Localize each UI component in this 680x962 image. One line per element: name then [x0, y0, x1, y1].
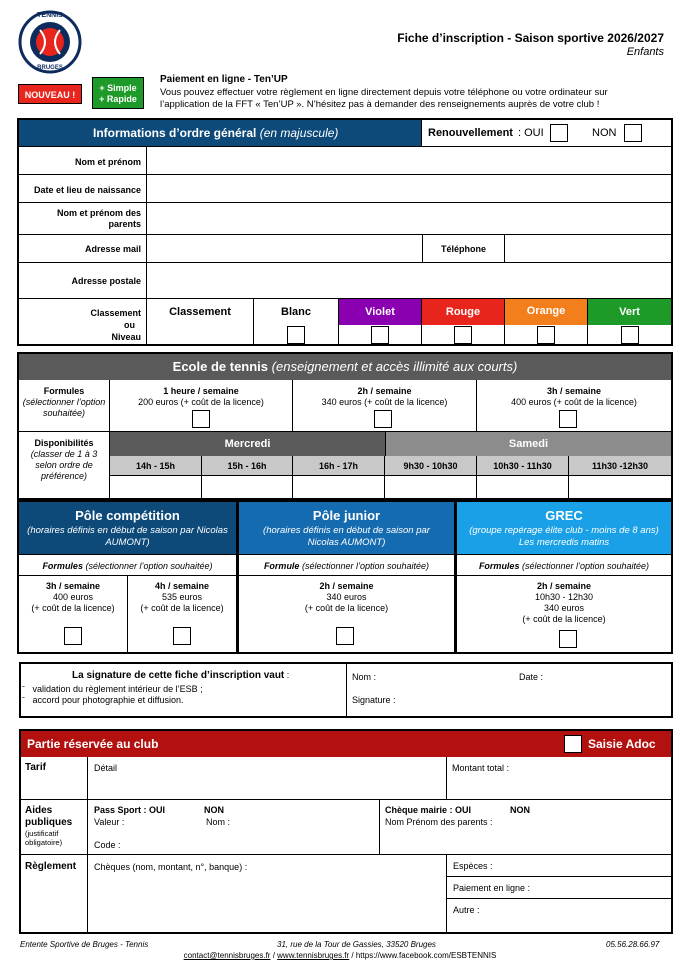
adoc-label: Saisie Adoc: [588, 737, 656, 751]
logo-text-top: TENNIS: [37, 12, 63, 19]
bullet-1-icon: ˉ: [22, 684, 25, 694]
cheque-mairie-non: NON: [510, 805, 530, 815]
ecole-option-3-price: 400 euros (+ coût de la licence): [511, 397, 637, 407]
slot-2-input[interactable]: [202, 476, 293, 498]
pole-grec-header: [457, 502, 671, 554]
pass-valeur-label: Valeur :: [94, 817, 125, 827]
pole-competition-formula-note: (sélectionner l’option souhaitée): [85, 561, 213, 571]
input-email[interactable]: [146, 235, 422, 263]
pole-competition-opt-2: [128, 576, 236, 652]
label-rank-l1: Classement: [90, 308, 141, 318]
signature-text: [22, 670, 342, 705]
slot-3: 16h - 17h: [293, 456, 385, 476]
aides-label: Aides publiques: [25, 805, 73, 828]
day-mercredi: Mercredi: [110, 432, 385, 456]
row-address: [19, 262, 671, 298]
slot-3-input[interactable]: [293, 476, 385, 498]
especes-label: Espèces :: [453, 861, 493, 871]
level-rouge-checkbox[interactable]: [454, 326, 472, 344]
tarif-detail: Détail: [94, 763, 118, 773]
aides-note: (justificatif obligatoire): [25, 829, 63, 847]
renew-oui: : OUI: [518, 127, 544, 139]
slot-1-input[interactable]: [110, 476, 202, 498]
renew-row: [421, 120, 671, 146]
slot-1: 14h - 15h: [110, 456, 202, 476]
formules-label: Formules: [43, 386, 85, 396]
logo-text-bottom: BRUGES: [37, 65, 63, 71]
slot-2: 15h - 16h: [202, 456, 293, 476]
slot-5: 10h30 - 11h30: [477, 456, 569, 476]
pole-junior-title: Pôle junior: [312, 508, 381, 523]
pole-competition-opt-2-checkbox[interactable]: [173, 627, 191, 645]
pass-nom-label: Nom :: [206, 817, 231, 827]
label-rank-l3: Niveau: [111, 332, 141, 342]
pole-competition-opt-2-l1: 4h / semaine: [154, 581, 210, 591]
footer-org: Entente Sportive de Bruges - Tennis: [20, 940, 149, 949]
dispo-label-cell: [19, 432, 110, 498]
ecole-option-2: [293, 380, 477, 432]
ecole-option-2-price: 340 euros (+ coût de la licence): [321, 397, 448, 407]
autre-label: Autre :: [453, 905, 480, 915]
reglement-cheques-cell[interactable]: [87, 855, 447, 932]
ecole-header: [19, 354, 671, 380]
online-title: Paiement en ligne - Ten’UP: [160, 74, 288, 85]
pole-junior-formula: [239, 554, 454, 576]
level-vert-label: Vert: [588, 299, 671, 325]
label-address: Adresse postale: [71, 276, 141, 286]
adoc-checkbox[interactable]: [564, 735, 582, 753]
footer-facebook[interactable]: / https://www.facebook.com/ESBTENNIS: [349, 951, 497, 960]
pole-competition-opt-1-l2: 400 euros: [52, 592, 94, 602]
pole-grec-opt-1: [457, 576, 671, 652]
level-violet: [338, 299, 421, 345]
level-vert-checkbox[interactable]: [621, 326, 639, 344]
input-name[interactable]: [146, 147, 671, 175]
input-address[interactable]: [146, 263, 671, 299]
pole-grec-opt-1-l2: 10h30 - 12h30: [534, 592, 594, 602]
pole-competition-opt-1-l1: 3h / semaine: [45, 581, 101, 591]
level-violet-label: Violet: [339, 299, 421, 325]
signature-nom-label: Nom :: [352, 672, 377, 682]
page-title: Fiche d’inscription - Saison sportive 2026/2027: [397, 31, 664, 45]
row-parents: [19, 202, 671, 234]
slot-4-input[interactable]: [385, 476, 477, 498]
renew-oui-checkbox[interactable]: [550, 124, 568, 142]
footer-links: [0, 951, 680, 960]
level-orange-label: Orange: [505, 299, 587, 325]
signature-title: La signature de cette fiche d’inscription vaut: [72, 670, 285, 681]
pole-junior-sub: (horaires définis en début de saison par Nicolas AUMONT): [263, 525, 430, 548]
pole-junior-opt-1-checkbox[interactable]: [336, 627, 354, 645]
signature-sig-label: Signature :: [352, 695, 396, 705]
label-rank-l2: ou: [124, 320, 135, 330]
input-birth[interactable]: [146, 175, 671, 203]
cheques-label: Chèques (nom, montant, n°, banque) :: [94, 862, 248, 872]
footer-email-link[interactable]: contact@tennisbruges.fr: [183, 951, 271, 960]
autre-cell[interactable]: [447, 899, 671, 932]
pole-junior-header: [239, 502, 454, 554]
renew-non: NON: [592, 127, 617, 139]
pole-competition-opt-1: [19, 576, 128, 652]
pole-grec-opt-1-l4: (+ coût de la licence): [522, 614, 606, 624]
level-rouge-label: Rouge: [422, 299, 504, 325]
badge-rapide: + Rapide: [99, 94, 137, 104]
level-orange-checkbox[interactable]: [537, 326, 555, 344]
montant-label: Montant total :: [452, 763, 510, 773]
pole-grec-opt-1-l1: 2h / semaine: [536, 581, 592, 591]
pole-junior-opt-1-l2: 340 euros: [326, 592, 367, 602]
renew-non-checkbox[interactable]: [624, 124, 642, 142]
level-orange: [504, 299, 587, 345]
especes-cell[interactable]: [447, 855, 671, 877]
tarif-detail-cell[interactable]: [87, 757, 447, 799]
row-email: [19, 234, 671, 262]
pole-junior-opt-1: [239, 576, 454, 652]
pole-grec-opt-1-l3: 340 euros: [543, 603, 585, 613]
signature-date-label: Date :: [519, 672, 544, 682]
footer-sep1: /: [270, 951, 278, 960]
ecole-option-2-title: 2h / semaine: [357, 386, 412, 396]
level-vert: [587, 299, 671, 345]
ecole-option-3-title: 3h / semaine: [546, 386, 602, 396]
badge-simple: + Simple: [99, 83, 137, 93]
general-title-it: (en majuscule): [259, 126, 339, 140]
ecole-title-it: (enseignement et accès illimité aux courts): [271, 359, 518, 374]
input-phone[interactable]: [504, 235, 671, 263]
ecole-option-2-checkbox[interactable]: [374, 410, 392, 428]
aides-pass-cell[interactable]: [87, 800, 380, 854]
formules-note: (sélectionner l’option souhaitée): [22, 397, 106, 418]
pole-grec-opt-1-checkbox[interactable]: [559, 630, 577, 648]
dispo-note: (classer de 1 à 3 selon ordre de préférence): [30, 449, 98, 481]
pole-competition-formula: [19, 554, 236, 576]
pole-competition-opt-1-l3: (+ coût de la licence): [31, 603, 115, 613]
day-samedi: Samedi: [385, 432, 671, 456]
pole-grec-sub: (groupe repérage élite club - moins de 8 ans): [469, 525, 659, 536]
pass-code-label: Code :: [94, 840, 121, 850]
footer-phone: 05.56.28.66.97: [606, 940, 660, 949]
club-title: Partie réservée au club: [27, 737, 159, 751]
pole-junior-formula-note: (sélectionner l’option souhaitée): [301, 561, 430, 571]
pole-competition-sub: (horaires définis en début de saison par Nicolas AUMONT): [27, 525, 228, 548]
signature-divider: [346, 664, 347, 716]
pole-junior-formula-label: Formule: [263, 561, 300, 571]
pole-competition-formula-label: Formules: [42, 561, 83, 571]
slot-4: 9h30 - 10h30: [385, 456, 477, 476]
level-blanc-checkbox[interactable]: [287, 326, 305, 344]
level-violet-checkbox[interactable]: [371, 326, 389, 344]
label-email: Adresse mail: [84, 244, 141, 254]
online-line2: l’application de la FFT « Ten’UP ». N’hésitez pas à demander des renseignements auprès de votre club !: [160, 99, 600, 110]
club-row-tarif: [21, 757, 671, 800]
ecole-title: Ecole de tennis: [172, 359, 269, 374]
club-header: [21, 731, 671, 757]
tarif-label: Tarif: [25, 762, 46, 773]
row-level: [19, 298, 671, 344]
club-logo: [18, 10, 82, 74]
level-rouge: [421, 299, 504, 345]
page-subtitle: Enfants: [626, 46, 664, 58]
dispo-label: Disponibilités: [34, 438, 94, 448]
ecole-option-1-checkbox[interactable]: [192, 410, 210, 428]
pole-competition-title: Pôle compétition: [75, 508, 180, 523]
signature-bullet-1: validation du règlement intérieur de l’ESB ;: [32, 684, 203, 694]
slot-5-input[interactable]: [477, 476, 569, 498]
ecole-option-1-title: 1 heure / semaine: [163, 386, 239, 396]
pole-grec-formula-label: Formules: [478, 561, 520, 571]
label-parents: Nom et prénom des parents: [56, 208, 141, 229]
signature-input-area[interactable]: [400, 666, 670, 714]
footer-site-link[interactable]: www.tennisbruges.fr: [277, 951, 350, 960]
level-blanc: [253, 299, 338, 345]
ecole-option-1: [110, 380, 293, 432]
label-birth: Date et lieu de naissance: [33, 185, 141, 195]
paiement-ligne-cell[interactable]: [447, 877, 671, 899]
pole-junior-opt-1-l1: 2h / semaine: [319, 581, 374, 591]
pole-grec-formula-note: (sélectionner l’option souhaitée): [521, 561, 650, 571]
signature-colon: :: [284, 670, 290, 680]
ecole-option-3-checkbox[interactable]: [559, 410, 577, 428]
label-phone: Téléphone: [422, 235, 504, 263]
pole-junior-opt-1-l3: (+ coût de la licence): [304, 603, 389, 613]
pole-competition-header: [19, 502, 236, 554]
renew-label: Renouvellement: [428, 127, 513, 139]
club-row-aides: [21, 800, 671, 855]
pole-grec-title: GREC: [545, 508, 583, 523]
pole-competition-opt-2-l2: 535 euros: [161, 592, 203, 602]
signature-bullet-2: accord pour photographie et diffusion.: [32, 695, 184, 705]
simple-rapide-badge: [92, 77, 144, 109]
nom-prenom-parents-label: Nom Prénom des parents :: [385, 817, 493, 827]
footer-address: 31, rue de la Tour de Gassies, 33520 Bruges: [277, 940, 436, 949]
reglement-label: Règlement: [25, 861, 77, 872]
formules-label-cell: [19, 380, 110, 432]
row-birth: [19, 174, 671, 202]
pass-sport-label: Pass Sport : OUI: [94, 805, 166, 815]
slot-6-input[interactable]: [569, 476, 671, 498]
ecole-option-1-price: 200 euros (+ coût de la licence): [138, 397, 264, 407]
level-blanc-label: Blanc: [281, 306, 311, 318]
pass-sport-non: NON: [204, 805, 224, 815]
label-rank: [19, 307, 141, 343]
general-title: Informations d’ordre général: [93, 126, 257, 140]
slot-6: 11h30 -12h30: [569, 456, 671, 476]
paiement-ligne-label: Paiement en ligne :: [453, 883, 531, 893]
club-row-reglement: [21, 855, 671, 932]
pole-grec-sub2: Les mercredis matins: [518, 537, 610, 548]
pole-competition-opt-1-checkbox[interactable]: [64, 627, 82, 645]
online-line1: Vous pouvez effectuer votre règlement en ligne directement depuis votre téléphone ou votre ordinateur sur: [160, 87, 608, 98]
general-header: [19, 120, 421, 146]
level-classement: Classement: [146, 299, 253, 345]
label-name: Nom et prénom: [74, 157, 141, 167]
pole-grec-formula: [457, 554, 671, 576]
bullet-2-icon: ˉ: [22, 695, 25, 705]
nouveau-badge: NOUVEAU !: [18, 84, 82, 104]
ecole-option-3: [477, 380, 671, 432]
row-name: [19, 146, 671, 174]
cheque-mairie-label: Chèque mairie : OUI: [385, 805, 472, 815]
input-parents[interactable]: [146, 203, 671, 235]
pole-competition-opt-2-l3: (+ coût de la licence): [140, 603, 224, 613]
